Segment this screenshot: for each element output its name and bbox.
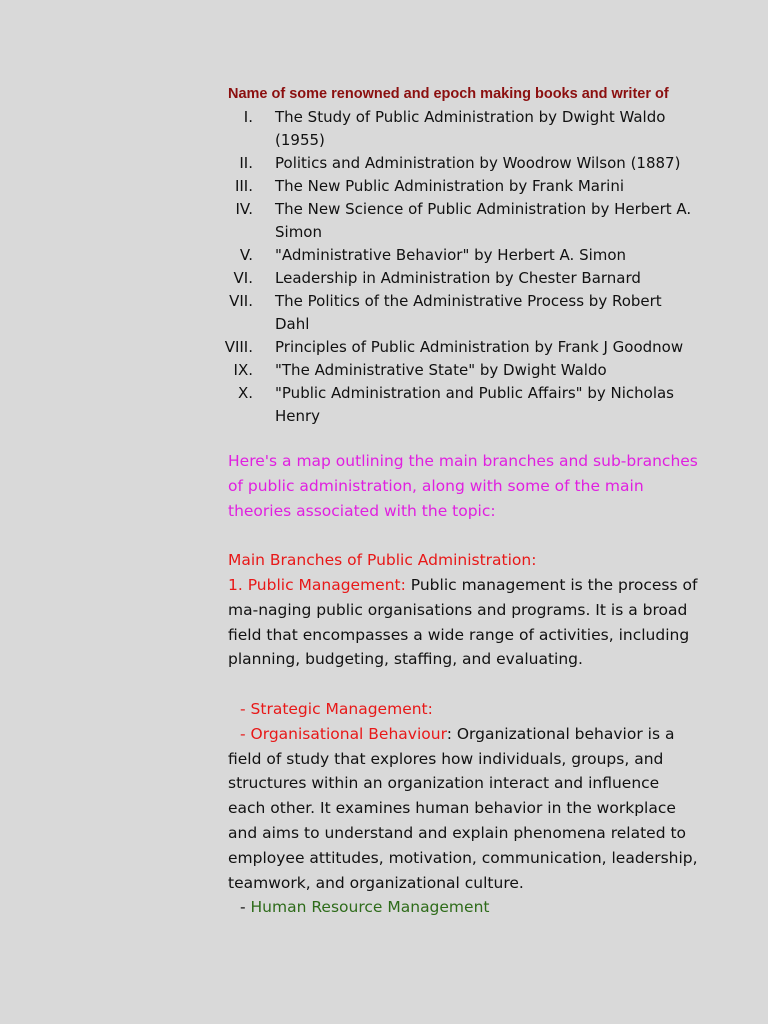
book-title: "Public Administration and Public Affairs" by Nicholas Henry [275,384,675,425]
hrm-dash: - [240,898,251,917]
book-number: VI. [233,269,253,287]
public-management-text: Public management is the process of ma-naging public organisations and programs. It is a broad field that encompasses a wide range of activities, including planning, budgeting, staffing, and evaluating. [228,575,698,669]
book-item [220,244,700,267]
org-behaviour-colon: : [446,724,452,743]
hrm-item [228,895,698,920]
strategic-dash: - [240,699,251,718]
book-title: Politics and Administration by Woodrow Wilson (1887) [275,154,681,172]
book-number: IV. [235,200,253,218]
book-number: II. [239,154,253,172]
book-title: The Study of Public Administration by Dwight Waldo (1955) [275,108,666,149]
map-intro: Here's a map outlining the main branches and sub-branches of public administration, along with some of the main theories associated with the topic: [228,452,698,520]
book-number: X. [237,384,253,402]
branches-heading: Main Branches of Public Administration: [228,551,537,570]
book-number: V. [239,246,253,264]
public-management-paragraph [228,573,698,672]
book-title: Principles of Public Administration by Frank J Goodnow [275,338,684,356]
book-title: "The Administrative State" by Dwight Waldo [275,361,607,379]
book-number: III. [234,177,253,195]
book-item [220,106,700,152]
book-item [220,175,700,198]
org-behaviour-dash: - [240,724,251,743]
book-list [220,106,700,428]
book-number: I. [243,108,253,126]
book-item [220,198,700,244]
book-number: VIII. [224,338,253,356]
book-title: Leadership in Administration by Chester Barnard [275,269,641,287]
book-number: VII. [229,292,253,310]
book-item [220,359,700,382]
books-heading: Name of some renowned and epoch making books and writer of [228,86,669,102]
spacer [228,672,698,697]
book-item [220,290,700,336]
book-item [220,336,700,359]
org-behaviour-label: Organisational Behaviour [250,724,447,743]
book-item [220,382,700,428]
book-title: The New Science of Public Administration by Herbert A. Simon [275,200,692,241]
spacer [228,523,698,548]
map-section [228,449,698,920]
book-title: The New Public Administration by Frank Marini [275,177,625,195]
book-item [220,267,700,290]
org-behaviour-paragraph [228,722,698,896]
hrm-label: Human Resource Management [250,898,490,917]
book-item [220,152,700,175]
strategic-management-label: Strategic Management: [250,699,433,718]
strategic-management-item [228,697,698,722]
org-behaviour-text: Organizational behavior is a field of study that explores how individuals, groups, and structures within an organization interact and influence each other. It examines human behavior in the workplace and aims to understand and explain phenomena related to employee attitudes, motivation, communication, leadership, teamwork, and organizational culture. [228,724,698,892]
book-title: "Administrative Behavior" by Herbert A. Simon [275,246,627,264]
book-title: The Politics of the Administrative Process by Robert Dahl [275,292,662,333]
book-number: IX. [233,361,253,379]
public-management-label: 1. Public Management: [228,575,406,594]
